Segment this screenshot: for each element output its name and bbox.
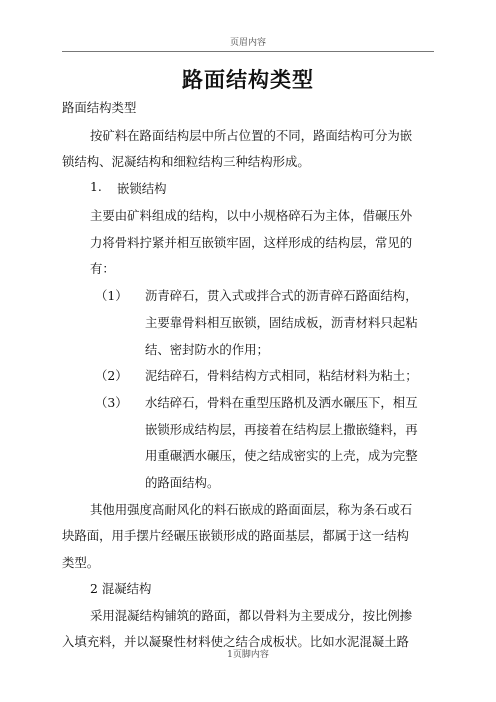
list-item-1-line-2: 主要靠骨料相互嵌锁，固结成板，沥青材料只起粘 [145, 315, 418, 330]
s1-para-line-2: 力将骨料拧紧并相互嵌锁牢固，这样形成的结构层，常见的 [90, 235, 413, 250]
section-1-number: 1. [90, 179, 102, 194]
list-item-2-marker: （2） [95, 368, 128, 383]
list-item-1-line-1: 沥青碎石，贯入式或拌合式的沥青碎石路面结构， [145, 288, 418, 303]
intro-line-2: 锁结构、泥凝结构和细粒结构三种结构形成。 [62, 154, 310, 169]
list-item-1-line-3: 结、密封防水的作用； [145, 342, 269, 357]
other-para-line-1: 其他用强度高耐风化的料石嵌成的路面面层，称为条石或石 [90, 502, 413, 517]
s2-para-line-2: 入填充料，并以凝聚性材料使之结合成板状。比如水泥混凝土路 [62, 634, 409, 649]
s1-para-line-3: 有： [90, 261, 115, 276]
list-item-2-line-1: 泥结碎石，骨料结构方式相同，粘结材料为粘土； [145, 368, 418, 383]
header-divider [62, 51, 434, 52]
page-footer: 1页脚内容 [227, 650, 269, 660]
document-subtitle: 路面结构类型 [62, 100, 137, 115]
other-para-line-2: 块路面，用手摆片经碾压嵌锁形成的路面基层，都属于这一结构 [62, 528, 409, 543]
document-title: 路面结构类型 [182, 67, 314, 92]
list-item-3-line-2: 嵌锁形成结构层，再接着在结构层上撒嵌缝料，再 [145, 422, 418, 437]
other-para-line-3: 类型。 [62, 555, 100, 570]
s1-para-line-1: 主要由矿料组成的结构，以中小规格碎石为主体，借碾压外 [90, 208, 413, 223]
list-item-3-line-4: 的路面结构。 [145, 475, 220, 490]
list-item-3-line-3: 用重碾洒水碾压，使之结成密实的上壳，成为完整 [145, 448, 418, 463]
section-2-heading: 2 混凝结构 [90, 581, 152, 596]
intro-line-1: 按矿料在路面结构层中所占位置的不同，路面结构可分为嵌 [90, 128, 413, 143]
list-item-3-line-1: 水结碎石，骨料在重型压路机及洒水碾压下，相互 [145, 395, 418, 410]
page-header: 页眉内容 [229, 38, 266, 48]
list-item-3-marker: （3） [95, 395, 128, 410]
section-1-heading: 嵌锁结构 [117, 181, 167, 196]
s2-para-line-1: 采用混凝结构铺筑的路面，都以骨料为主要成分，按比例掺 [90, 608, 413, 623]
list-item-1-marker: （1） [95, 288, 128, 303]
